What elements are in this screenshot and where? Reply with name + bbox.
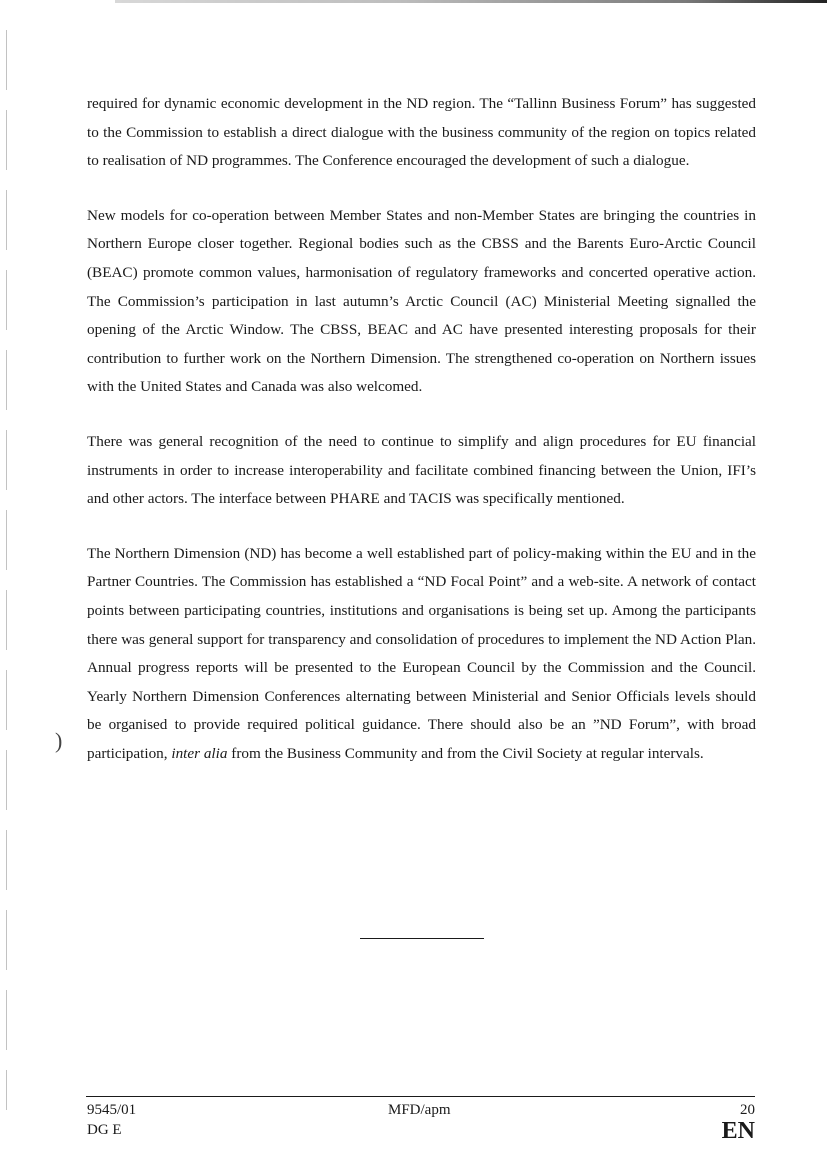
footer-department: DG E	[87, 1122, 122, 1138]
end-of-text-rule	[360, 938, 484, 939]
footer-doc-number: 9545/01	[87, 1102, 137, 1118]
paragraph-cooperation-models: New models for co-operation between Member States and non-Member States are bringing the countries in Northern Europe closer together. Regional bodies such as the CBSS and the Barents Euro-Arctic Council (BEAC) promote common values, harmonisation of regulatory frameworks and concerted operative action. The Commission’s participation in last autumn’s Arctic Council (AC) Ministerial Meeting signalled the opening of the Arctic Window. The CBSS, BEAC and AC have presented interesting proposals for their contribution to further work on the Northern Dimension. The strengthened co-operation on Northern issues with the United States and Canada was also welcomed.	[87, 206, 756, 396]
footer-rule	[86, 1096, 755, 1097]
paragraph-text-part: from the Business Community and from the Civil Society at regular intervals.	[227, 744, 704, 762]
document-body	[87, 90, 756, 794]
footer-language: EN	[721, 1118, 755, 1144]
footer-reference: MFD/apm	[388, 1102, 451, 1118]
italic-phrase: inter alia	[171, 744, 228, 762]
paragraph-financial-instruments: There was general recognition of the need to continue to simplify and align procedures for EU financial instruments in order to increase interoperability and facilitate combined financing between the Union, IFI’s and other actors. The interface between PHARE and TACIS was specifically mentioned.	[87, 432, 756, 508]
scan-top-edge	[115, 0, 827, 3]
scan-left-edge	[6, 30, 7, 1110]
paragraph-text-part: The Northern Dimension (ND) has become a well established part of policy-making within the EU and in the Partner Countries. The Commission has established a “ND Focal Point” and a web-site. A network of contact points between participating countries, institutions and organisations is being set up. Among the participants there was general support for transparency and consolidation of procedures to implement the ND Action Plan. Annual progress reports will be presented to the European Council by the Commission and the Council. Yearly Northern Dimension Conferences alternating between Ministerial and Senior Officials levels should be organised to provide required political guidance. There should also be an ”ND Forum”, with broad participation,	[87, 544, 756, 762]
scan-bracket-mark: )	[55, 728, 63, 753]
footer-page-number: 20	[740, 1102, 755, 1118]
paragraph-northern-dimension	[87, 540, 756, 769]
paragraph-business-forum: required for dynamic economic development in the ND region. The “Tallinn Business Forum” has suggested to the Commission to establish a direct dialogue with the business community of the region on topics related to realisation of ND programmes. The Conference encouraged the development of such a dialogue.	[87, 95, 756, 170]
